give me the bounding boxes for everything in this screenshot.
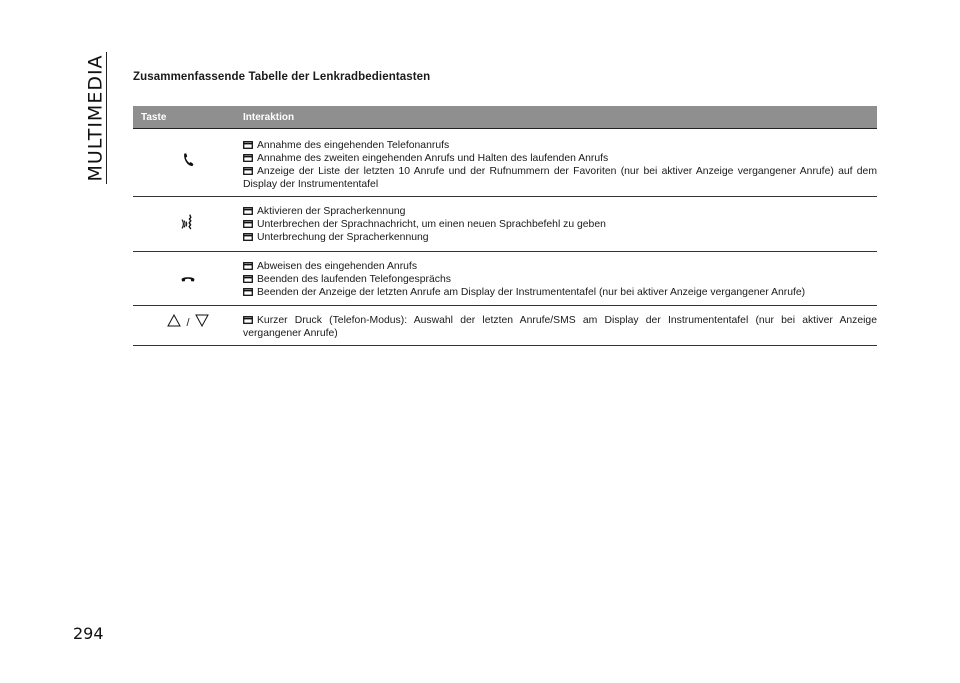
bullet-icon	[243, 316, 253, 324]
table-row	[133, 129, 877, 197]
list-item: Abweisen des eingehenden Anrufs	[243, 260, 877, 273]
table-row	[133, 252, 877, 306]
list-item: Aktivieren der Spracherkennung	[243, 205, 877, 218]
list-item: Annahme des zweiten eingehenden Anrufs und Halten des laufenden Anrufs	[243, 152, 877, 165]
key-cell	[133, 300, 243, 345]
arrow-up-icon	[167, 314, 181, 332]
header-key: Taste	[141, 111, 167, 123]
list-item: Unterbrechen der Sprachnachricht, um einen neuen Sprachbefehl zu geben	[243, 218, 877, 231]
bullet-icon	[243, 262, 253, 270]
arrow-down-icon	[195, 314, 209, 332]
action-cell	[243, 260, 877, 305]
list-item: Annahme des eingehenden Telefonanrufs	[243, 139, 877, 152]
chapter-label: MULTIMEDIA	[85, 54, 108, 182]
header-action: Interaktion	[243, 111, 295, 123]
page-number: 294	[73, 624, 104, 643]
table-header	[133, 106, 877, 129]
list-item: Beenden der Anzeige der letzten Anrufe am Display der Instrumententafel (nur bei aktiver Anzeige vergangener Anrufe)	[243, 286, 877, 299]
chapter-side-tab	[86, 52, 107, 184]
key-cell	[133, 252, 243, 305]
phone-answer-icon	[182, 153, 194, 172]
phone-hangup-icon	[181, 270, 195, 288]
action-cell	[243, 205, 877, 251]
bullet-icon	[243, 288, 253, 296]
list-item: Unterbrechung der Spracherkennung	[243, 231, 877, 244]
voice-command-icon	[181, 214, 195, 235]
key-separator: /	[186, 316, 190, 329]
bullet-icon	[243, 233, 253, 241]
section-title: Zusammenfassende Tabelle der Lenkradbedientasten	[133, 71, 431, 83]
bullet-icon	[243, 141, 253, 149]
controls-table	[133, 106, 877, 346]
key-cell	[133, 197, 243, 251]
table-row	[133, 197, 877, 252]
list-item: Anzeige der Liste der letzten 10 Anrufe und der Rufnummern der Favoriten (nur bei aktiver Anzeige vergangener Anrufe) auf dem Display der Instrumententafel	[243, 166, 877, 190]
key-cell	[133, 129, 243, 196]
bullet-icon	[243, 207, 253, 215]
bullet-icon	[243, 154, 253, 162]
list-item: Kurzer Druck (Telefon-Modus): Auswahl der letzten Anrufe/SMS am Display der Instrumententafel (nur bei aktiver Anzeige vergangener Anrufe)	[243, 315, 877, 339]
table-row	[133, 306, 877, 346]
bullet-icon	[243, 220, 253, 228]
action-cell	[243, 139, 877, 196]
bullet-icon	[243, 167, 253, 175]
bullet-icon	[243, 275, 253, 283]
list-item: Beenden des laufenden Telefongesprächs	[243, 273, 877, 286]
action-cell	[243, 314, 877, 345]
